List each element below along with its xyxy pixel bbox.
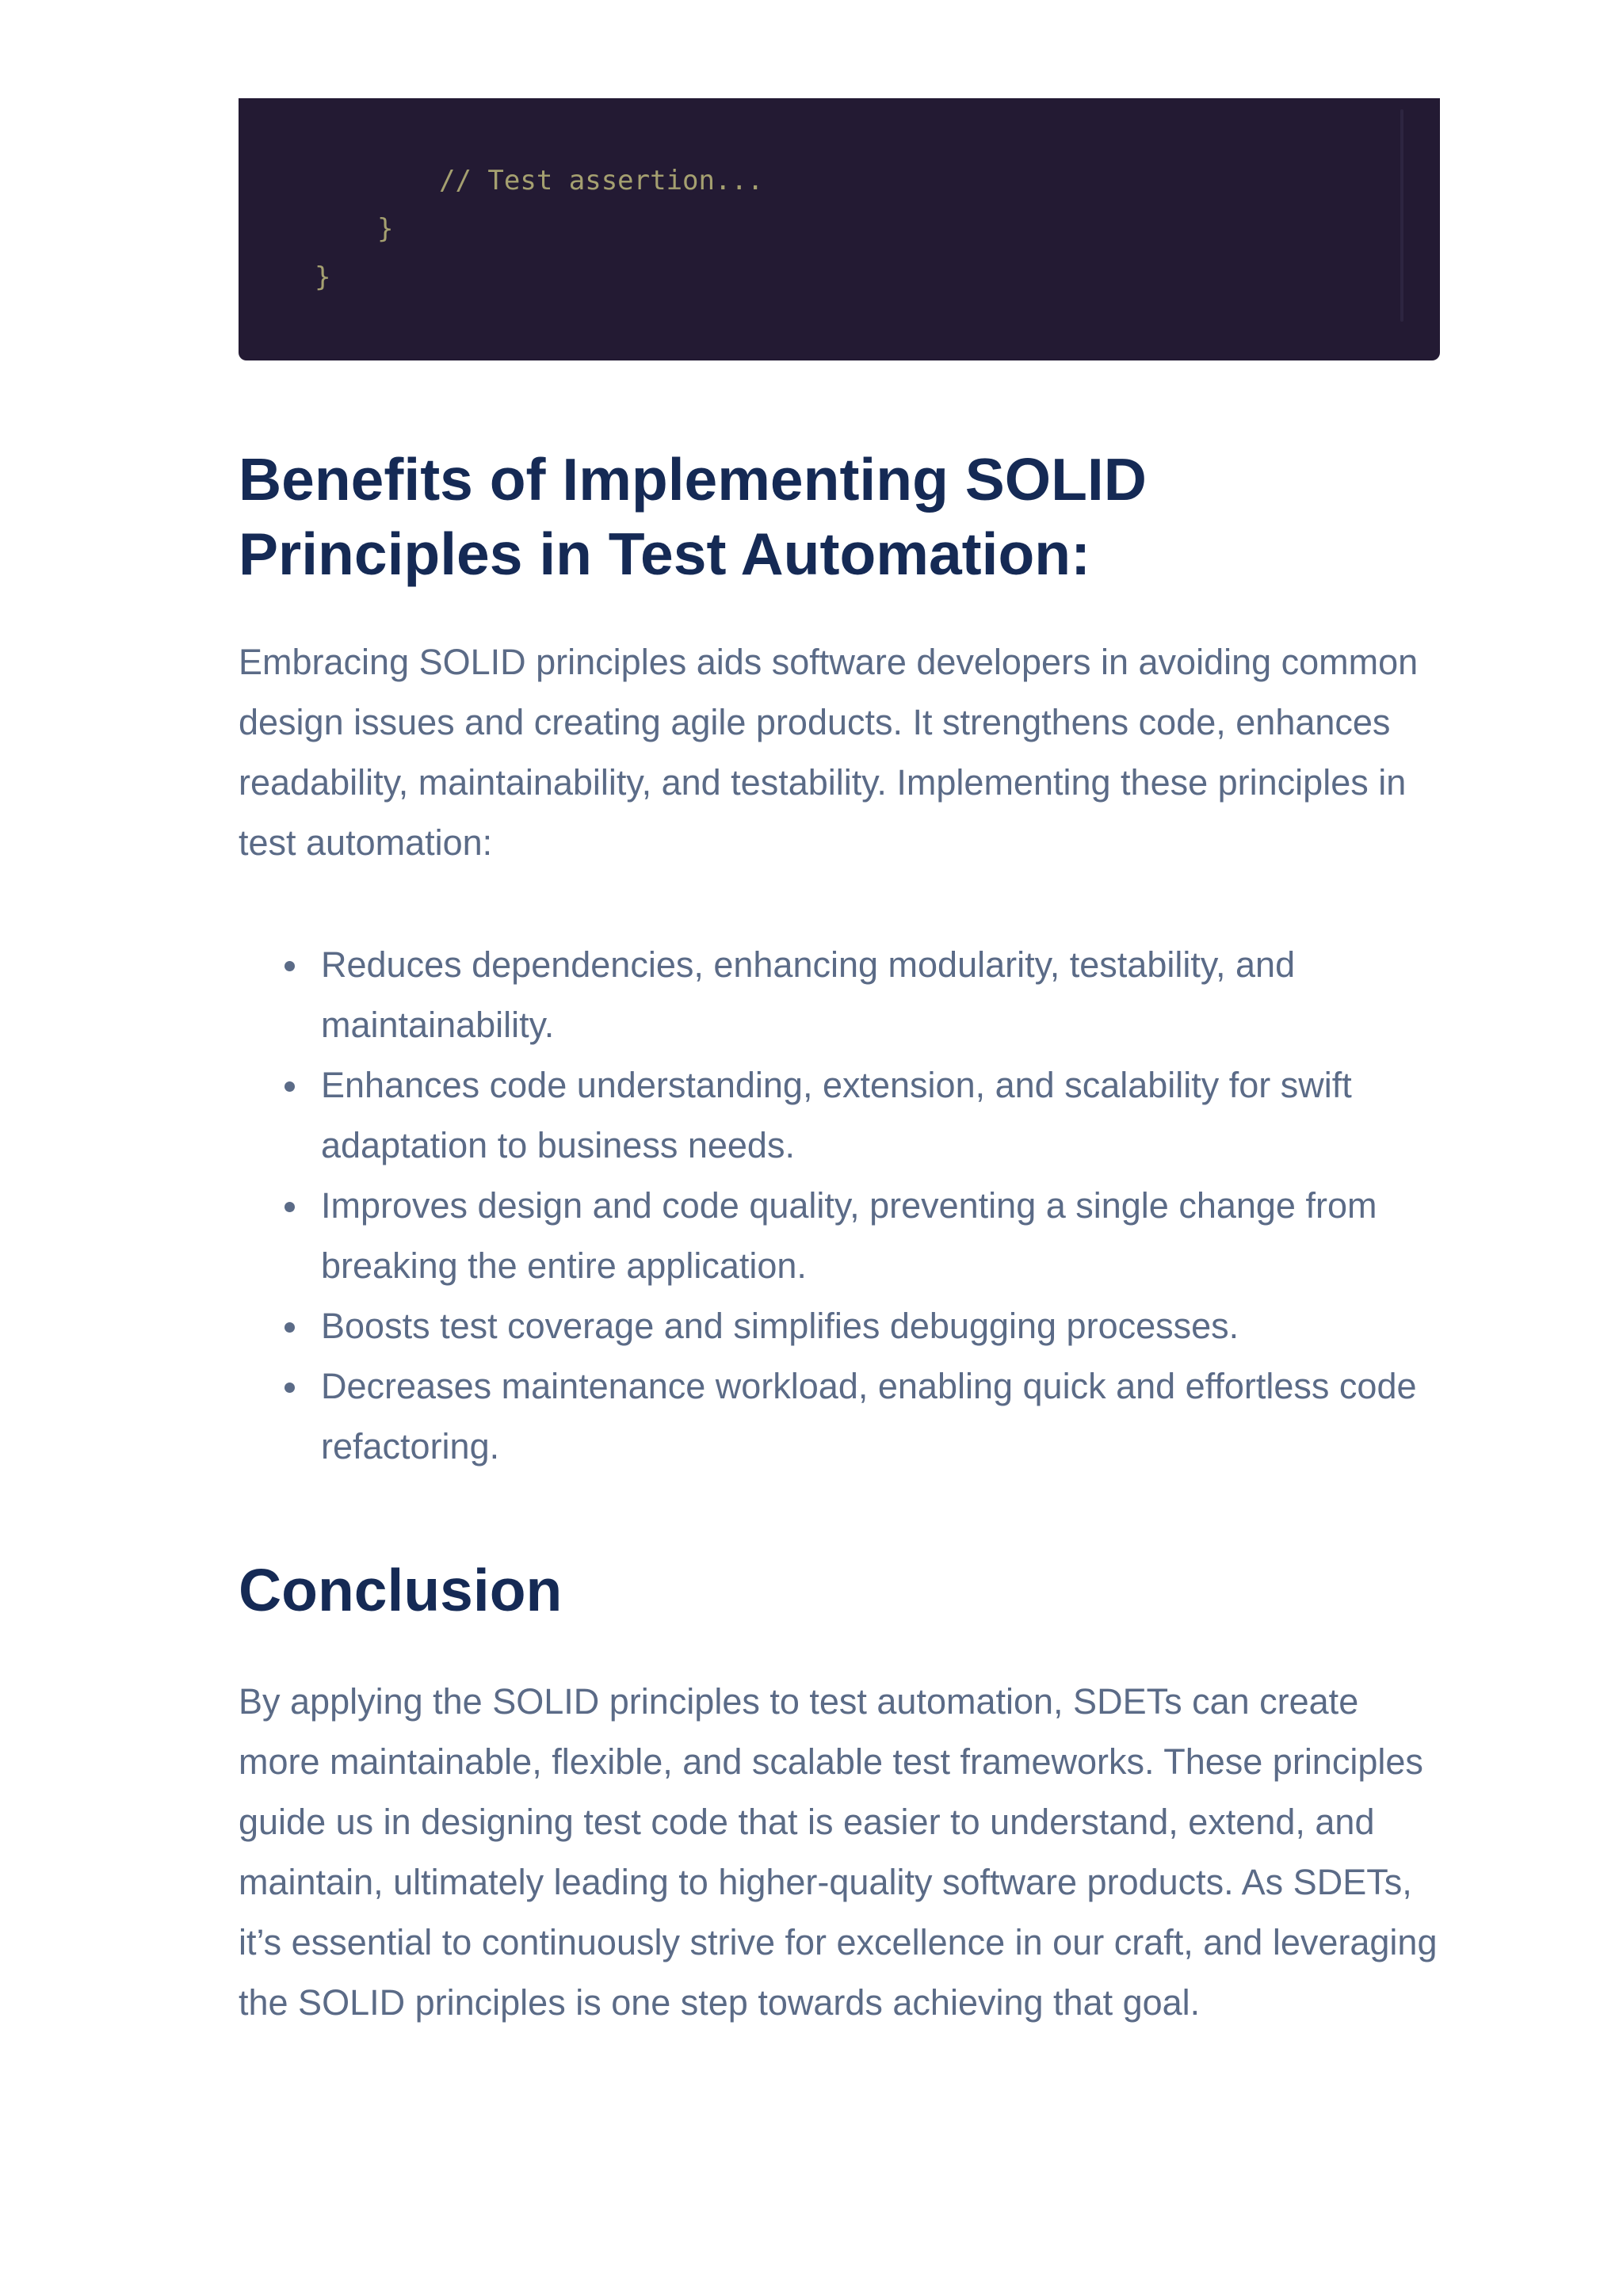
list-item [239, 1055, 1440, 1176]
list-item-text: Improves design and code quality, preventing a single change from breaking the entire application. [321, 1185, 1377, 1286]
list-item-text: Decreases maintenance workload, enabling quick and effortless code refactoring. [321, 1366, 1417, 1466]
list-item [239, 1176, 1440, 1296]
bullet-icon [285, 1322, 295, 1333]
bullet-icon [285, 1202, 295, 1212]
list-item-text: Boosts test coverage and simplifies debugging processes. [321, 1306, 1239, 1346]
conclusion-paragraph: By applying the SOLID principles to test automation, SDETs can create more maintainable, flexible, and scalable test frameworks. These principles guide us in designing test code that is easier to understand, extend, and maintain, ultimately leading to higher-quality software products. As SDETs, it’s essential to continuously strive for excellence in our craft, and leveraging the SOLID principles is one step towards achieving that goal. [239, 1681, 1438, 2023]
code-scrollbar[interactable] [1400, 109, 1403, 322]
bullet-icon [285, 1383, 295, 1393]
list-item-text: Enhances code understanding, extension, and scalability for swift adaptation to business needs. [321, 1065, 1352, 1165]
list-item [239, 1296, 1440, 1356]
code-line-comment: // Test assertion... [439, 165, 764, 196]
list-item [239, 935, 1440, 1055]
bullet-icon [285, 961, 295, 971]
code-block [239, 98, 1440, 360]
code-line-closing-brace: } [377, 213, 394, 245]
bullet-icon [285, 1081, 295, 1092]
code-line-closing-brace: } [315, 261, 331, 293]
list-item [239, 1356, 1440, 1477]
list-item-text: Reduces dependencies, enhancing modularity, testability, and maintainability. [321, 944, 1296, 1045]
conclusion-heading: Conclusion [239, 1557, 563, 1623]
benefits-intro-paragraph: Embracing SOLID principles aids software developers in avoiding common design issues and creating agile products. It strengthens code, enhances readability, maintainability, and testability. Implementing these principles in test automation: [239, 642, 1419, 863]
benefits-list [239, 935, 1440, 1477]
benefits-heading: Benefits of Implementing SOLID Principles in Test Automation: [239, 446, 1147, 587]
